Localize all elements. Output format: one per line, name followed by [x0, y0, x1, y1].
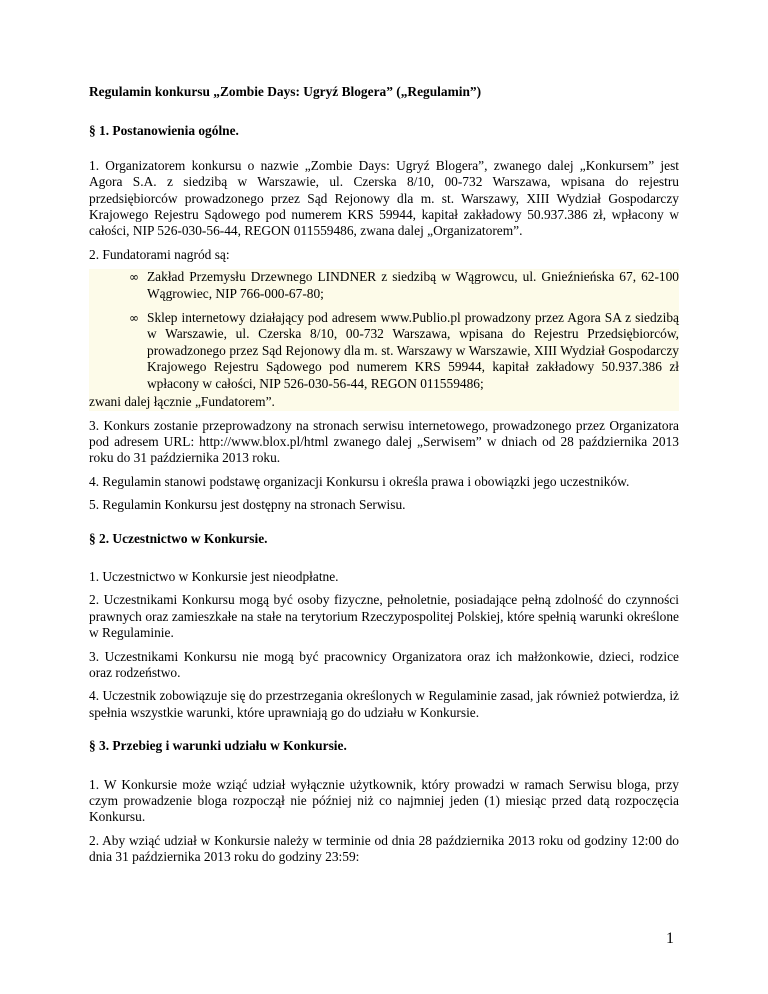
bullet-icon: ∞ — [129, 270, 139, 285]
section-1-paragraph-5: 5. Regulamin Konkursu jest dostępny na stronach Serwisu. — [89, 497, 406, 513]
section-1-paragraph-3: 3. Konkurs zostanie przeprowadzony na stronach serwisu internetowego, prowadzonego przez Organizatora pod adresem URL: http://www.blox.pl/html zwanego dalej „Serwisem” w dniach od 28 października 2013 roku do 31 października 2013 roku. — [89, 417, 679, 466]
section-1-paragraph-1: 1. Organizatorem konkursu o nazwie „Zombie Days: Ugryź Blogera”, zwanego dalej „Konkursem” jest Agora S.A. z siedzibą w Warszawie, ul. Czerska 8/10, 00-732 Warszawa, wpisana do rejestru przedsiębiorców prowadzonego przez Sąd Rejonowy dla m. st. Warszawy, XIII Wydział Gospodarczy Krajowego Rejestru Sądowego pod numerem KRS 59944, kapitał zakładowy 50.937.386 zł, wpłacony w całości, NIP 526-030-56-44, REGON 011559486, zwana dalej „Organizatorem”. — [89, 157, 679, 239]
list-item — [89, 310, 679, 392]
section-3-heading: § 3. Przebieg i warunki udziału w Konkursie. — [89, 738, 347, 754]
section-2-paragraph-2: 2. Uczestnikami Konkursu mogą być osoby fizyczne, pełnoletnie, posiadające pełną zdolność do czynności prawnych oraz zamieszkałe na stałe na terytorium Rzeczypospolitej Polskiej, które spełnią warunki określone w Regulaminie. — [89, 592, 679, 641]
document-body — [89, 84, 679, 866]
list-item — [89, 269, 679, 302]
section-2-paragraph-4: 4. Uczestnik zobowiązuje się do przestrzegania określonych w Regulaminie zasad, jak również potwierdza, iż spełnia wszystkie warunki, które uprawniają go do udziału w Konkursie. — [89, 688, 679, 720]
bullet-icon: ∞ — [129, 311, 139, 326]
section-1-heading: § 1. Postanowienia ogólne. — [89, 123, 239, 139]
section-2-paragraph-1: 1. Uczestnictwo w Konkursie jest nieodpłatne. — [89, 568, 339, 584]
funders-list — [89, 269, 679, 410]
page-number: 1 — [666, 930, 674, 947]
document-title: Regulamin konkursu „Zombie Days: Ugryź Blogera” („Regulamin”) — [89, 84, 482, 99]
section-3-paragraph-1: 1. W Konkursie może wziąć udział wyłącznie użytkownik, który prowadzi w ramach Serwisu bloga, przy czym prowadzenie bloga rozpoczął nie później niż co najmniej jeden (1) miesiąc przed datą rozpoczęcia Konkursu. — [89, 776, 679, 825]
section-2-paragraph-3: 3. Uczestnikami Konkursu nie mogą być pracownicy Organizatora oraz ich małżonkowie, dzieci, rodzice oraz rodzeństwo. — [89, 648, 679, 680]
section-1-paragraph-4: 4. Regulamin stanowi podstawę organizacji Konkursu i określa prawa i obowiązki jego uczestników. — [89, 473, 630, 489]
section-1-paragraph-2: 2. Fundatorami nagród są: — [89, 246, 230, 262]
section-1-paragraph-2-end: zwani dalej łącznie „Fundatorem”. — [89, 394, 275, 410]
section-2-heading: § 2. Uczestnictwo w Konkursie. — [89, 530, 268, 546]
list-item-text: Zakład Przemysłu Drzewnego LINDNER z siedzibą w Wągrowcu, ul. Gnieźnieńska 67, 62-100 Wągrowiec, NIP 766-000-67-80; — [147, 269, 679, 301]
section-3-paragraph-2: 2. Aby wziąć udział w Konkursie należy w terminie od dnia 28 października 2013 roku od godziny 12:00 do dnia 31 października 2013 roku do godziny 23:59: — [89, 832, 679, 865]
list-item-text: Sklep internetowy działający pod adresem www.Publio.pl prowadzony przez Agora SA z siedzibą w Warszawie, ul. Czerska 8/10, 00-732 Warszawa, wpisana do Rejestru Przedsiębiorców, prowadzonego przez Sąd Rejonowy dla m. st. Warszawy w Warszawie, XIII Wydział Gospodarczy Krajowego Rejestru Sądowego pod numerem KRS 59944, kapitał zakładowy 50.937.386 zł wpłacony w całości, NIP 526-030-56-44, REGON 011559486; — [147, 310, 679, 391]
